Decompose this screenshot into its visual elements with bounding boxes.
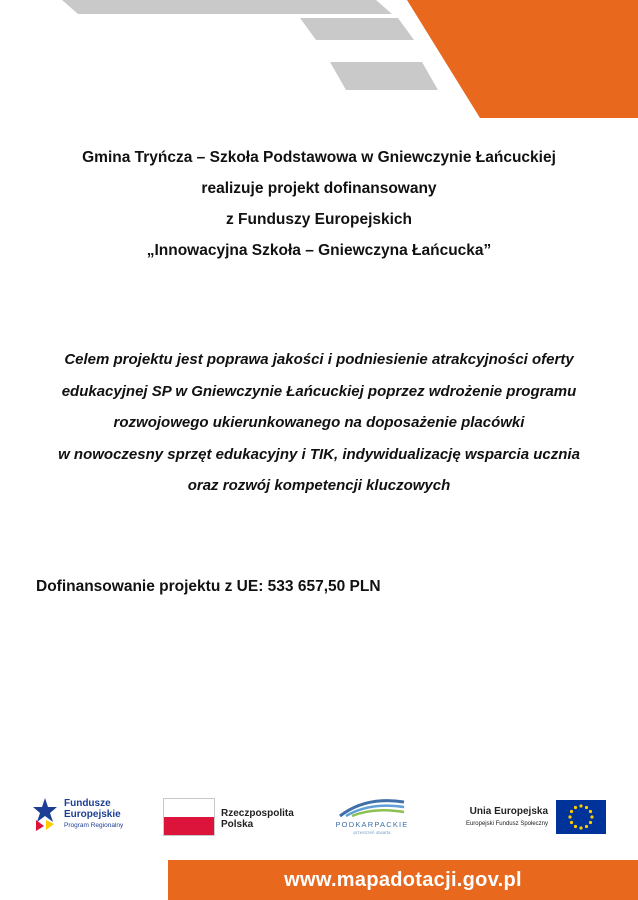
republic-of-poland-logo [163,788,313,848]
orange-block [407,0,638,118]
european-union-text [466,806,548,830]
eu-flag [556,800,606,834]
european-funds-star-icon [32,796,58,832]
european-funds-logo [32,788,152,848]
republic-line1: Rzeczpospolita [221,808,294,819]
podkarpackie-logo [328,788,418,848]
polish-flag [163,798,215,836]
title-line-realizes: realizuje projekt dofinansowany [201,180,437,197]
project-objective [0,344,638,502]
gray-stripe-middle [300,18,414,40]
gray-stripe-bottom [330,62,438,90]
podkarpackie-slogan: przestrzeń otwarta [353,830,391,835]
footer-bar [168,860,638,900]
republic-of-poland-text [221,808,294,830]
european-funds-program: Program Regionalny [64,822,124,829]
header-decoration [0,0,638,120]
title-line-project-name: „Innowacyjna Szkoła – Gniewczyna Łańcucka” [146,242,492,259]
title-line-municipality: Gmina Tryńcza – Szkoła Podstawowa w Gniewczynie Łańcuckiej [82,149,556,166]
european-union-name: Unia Europejska [469,806,548,817]
objective-line: w nowoczesny sprzęt edukacyjny i TIK, indywidualizację wsparcia ucznia [58,445,580,463]
project-title [0,142,638,266]
funding-amount: Dofinansowanie projektu z UE: 533 657,50 PLN [36,578,381,595]
european-social-fund: Europejski Fundusz Społeczny [465,821,548,827]
podkarpackie-wave-logo [336,794,408,818]
objective-line: rozwojowego ukierunkowanego na doposażenie placówki [113,414,525,431]
european-funds-text [64,798,123,831]
title-line-funds: z Funduszy Europejskich [225,211,413,228]
european-funds-line2: Europejskie [64,809,121,820]
gray-stripe-top [62,0,392,14]
podkarpackie-name: PODKARPACKIE [335,820,409,829]
european-funds-line1: Fundusze [64,798,111,809]
republic-line2: Polska [221,819,254,830]
european-union-logo [446,788,606,848]
objective-line: edukacyjnej SP w Gniewczynie Łańcuckiej poprzez wdrożenie programu [61,382,577,400]
footer-website-url[interactable]: www.mapadotacji.gov.pl [284,869,522,891]
objective-line: oraz rozwój kompetencji kluczowych [187,477,451,494]
logos-row [0,788,638,848]
objective-line: Celem projektu jest poprawa jakości i podniesienie atrakcyjności oferty [64,351,574,368]
